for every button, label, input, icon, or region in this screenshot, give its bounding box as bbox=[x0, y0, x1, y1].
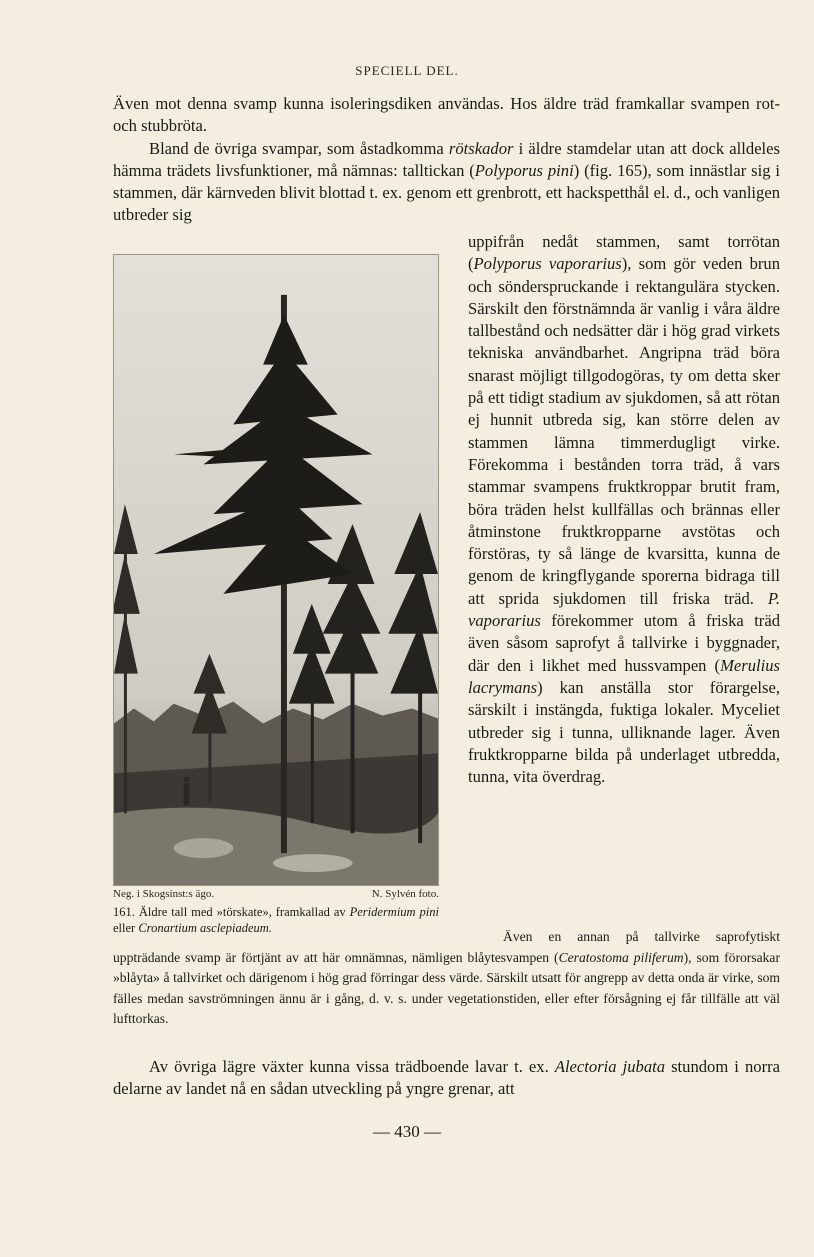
page-number: — 430 — bbox=[373, 1122, 441, 1141]
rc-text-1: uppifrån nedåt stammen, samt torrötan ( bbox=[468, 232, 780, 274]
paragraph-2-text-b: i äldre stamdelar utan att dock alldeles hämma trädets livsfunktioner, må nämnas: talltickan ( bbox=[113, 138, 780, 180]
photo-credit: N. Sylvén foto. bbox=[371, 888, 439, 900]
bp-text-2: ), som förorsakar »blåyta» å tallvirket och därigenom i hög grad förringar dess värde. Särskilt utsatt för angrepp av detta onda är virke, som fälles medan savströmningen ännu är i gång, d. v. s. under vegetationstiden, eller efter försågning ej får tillfälle att väl lufttorkas. bbox=[113, 949, 780, 1027]
fp-text-1: Av övriga lägre växter kunna vissa trädboende lavar t. ex. bbox=[149, 1057, 549, 1076]
fp-text-2: stundom i norra delarne av landet nå en sådan utveckling på yngre grenar, att bbox=[113, 1057, 780, 1099]
caption-species-1: Peridermium pini bbox=[349, 905, 439, 919]
rc-text-3: förekommer utom å friska träd även såsom saprofyt å tallvirke i byggnader, där den i likhet med hussvampen ( bbox=[468, 611, 780, 675]
caption-text: 161. Äldre tall med »törskate», framkallad av bbox=[113, 905, 346, 919]
final-paragraph-text bbox=[113, 1056, 780, 1101]
species-p-vaporarius: P. vaporarius bbox=[468, 588, 780, 631]
caption-species-2: Cronartium asclepiadeum. bbox=[138, 921, 272, 935]
species-ceratostoma: Ceratostoma piliferum bbox=[558, 949, 684, 965]
rc-text-2: ), som gör veden brun och sönderspruckande i rektangulära stycken. Särskilt den förstnämnda är vanlig i våra äldre tallbestånd och nedsätter där i hög grad virkets tekniska användbarhet. Angripna träd böra snarast möjligt tillgodogöras, ty om detta sker på ett tidigt stadium av sjukdomen, så att rötan ej hunnit utbreda sig, kan större delen av stammen lämna timmerdugligt virke. Förekomma i bestånden torra träd, å vars stammar svampens fruktkroppar brutit fram, böra träden helst kullfällas och brännas eller åtminstone fruktkropparne avstötas och förstöras, ty så länge de kvarsitta, kunna de genom de kringflygande sporerna bidraga till att sprida sjukdomen till friska träd. bbox=[468, 254, 780, 608]
running-head: SPECIELL DEL. bbox=[355, 63, 459, 78]
paragraph-2: Bland de övriga svampar, som åstadkomma rötskador i äldre stamdelar utan att dock alldeles hämma trädets livsfunktioner, må nämnas: talltickan (Polyporus pini) (fig. 165), som innästlar sig i stammen, där kärnveden blivit blottad t. ex. genom ett grenbrott, ett hackspetthål el. d., och vanligen utbreder sig bbox=[113, 138, 780, 225]
figure-credit bbox=[113, 888, 439, 900]
species-polyporus-vaporarius: Polyporus vaporarius bbox=[473, 254, 622, 274]
paragraph-2-text-c: (fig. 165), som innästlar sig i stammen, där kärnveden blivit blottad t. ex. genom ett grenbrott, ett hackspetthål el. d., och vanligen utbreder sig bbox=[113, 160, 780, 225]
species-merulius: Merulius lacrymans bbox=[468, 655, 780, 697]
bottom-paragraph bbox=[113, 927, 780, 1030]
right-column-text bbox=[468, 231, 780, 788]
bottom-paragraph-text bbox=[113, 927, 780, 1030]
top-text-block bbox=[113, 93, 780, 227]
final-paragraph bbox=[113, 1056, 780, 1101]
term-rotskador: rötskador bbox=[448, 138, 514, 158]
pine-forest-photo bbox=[114, 255, 438, 885]
paragraph-2-text-a: Bland de övriga svampar, som åstadkomma bbox=[149, 138, 444, 158]
species-polyporus-pini: Polyporus pini bbox=[474, 160, 574, 180]
figure-photo-pine-tree bbox=[113, 254, 439, 886]
paragraph-1: Även mot denna svamp kunna isoleringsdiken användas. Hos äldre träd framkallar svampen rot- och stubbröta. bbox=[113, 94, 780, 136]
rc-text-4: ) kan anställa stor förargelse, särskilt i instängda, fuktiga lokaler. Myceliet utbreder sig i tunna, ulliknande lager. Även fruktkropparne bilda på underlaget utbredda, tunna, vita överdrag. bbox=[468, 677, 780, 787]
caption-mid: eller bbox=[113, 921, 136, 935]
bp-text-1: Även en annan på tallvirke saprofytiskt uppträdande svamp är förtjänt av att här omnämnas, nämligen blåytesvampen ( bbox=[113, 929, 780, 965]
negative-credit: Neg. i Skogsinst:s ägo. bbox=[113, 888, 215, 900]
species-alectoria: Alectoria jubata bbox=[554, 1057, 666, 1076]
